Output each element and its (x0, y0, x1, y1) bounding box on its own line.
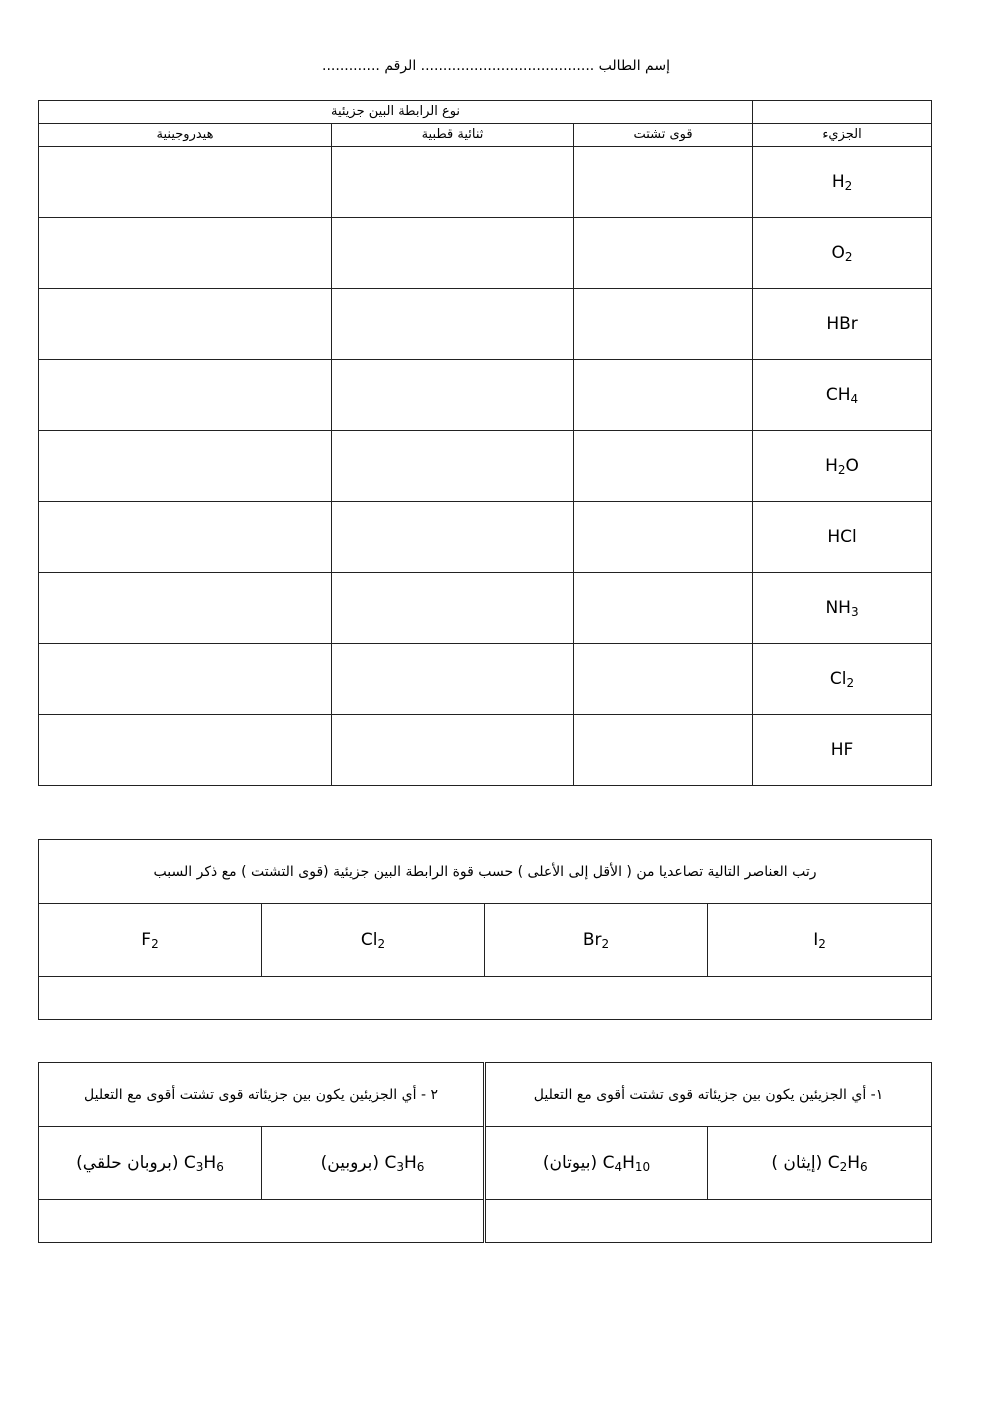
dispersion-cell[interactable] (574, 431, 753, 502)
hydrogen-cell[interactable] (39, 644, 332, 715)
molecule-row (39, 573, 932, 644)
col-molecule: الجزيء (753, 124, 932, 147)
dipole-cell[interactable] (332, 502, 574, 573)
option-ethane: ( إيثان) $C_2H_6$ (708, 1127, 932, 1200)
dipole-cell[interactable] (332, 573, 574, 644)
dispersion-cell[interactable] (574, 147, 753, 218)
group-header: نوع الرابطة البين جزيئية (39, 101, 753, 124)
molecule-cell: $CH_4$ (753, 360, 932, 431)
comparison-table (38, 1062, 932, 1243)
col-hydrogen: هيدروجينية (39, 124, 332, 147)
dipole-cell[interactable] (332, 715, 574, 786)
col-dispersion: قوى تشتت (574, 124, 753, 147)
question-2: ٢ - أي الجزيئين يكون بين جزيئاته قوى تشتت أقوى مع التعليل (39, 1063, 485, 1127)
dispersion-cell[interactable] (574, 644, 753, 715)
dispersion-cell[interactable] (574, 289, 753, 360)
dipole-cell[interactable] (332, 360, 574, 431)
dipole-cell[interactable] (332, 644, 574, 715)
ordering-question: رتب العناصر التالية تصاعديا من ( الأقل إلى الأعلى ) حسب قوة الرابطة البين جزيئية (قوى التشتت ) مع ذكر السبب (39, 840, 932, 904)
molecule-row (39, 644, 932, 715)
molecule-cell: $NH_3$ (753, 573, 932, 644)
molecule-cell: $O_2$ (753, 218, 932, 289)
item-i2: $I_2$ (708, 904, 932, 977)
molecule-cell: HCl (753, 502, 932, 573)
molecule-row (39, 360, 932, 431)
question-1: ١- أي الجزيئين يكون بين جزيئاته قوى تشتت أقوى مع التعليل (485, 1063, 932, 1127)
item-f2: $F_2$ (39, 904, 262, 977)
option-cyclopropane: (بروبان حلقي) $C_3H_6$ (39, 1127, 262, 1200)
hydrogen-cell[interactable] (39, 573, 332, 644)
dispersion-cell[interactable] (574, 360, 753, 431)
option-propene: (بروبين) $C_3H_6$ (262, 1127, 485, 1200)
molecule-row (39, 289, 932, 360)
molecule-row (39, 147, 932, 218)
option-butane: (بيوتان) $C_4H_{10}$ (485, 1127, 708, 1200)
molecule-cell: HF (753, 715, 932, 786)
dipole-cell[interactable] (332, 431, 574, 502)
molecule-row (39, 715, 932, 786)
molecule-cell: $Cl_2$ (753, 644, 932, 715)
molecule-row (39, 431, 932, 502)
dispersion-cell[interactable] (574, 218, 753, 289)
dipole-cell[interactable] (332, 147, 574, 218)
hydrogen-cell[interactable] (39, 218, 332, 289)
hydrogen-cell[interactable] (39, 502, 332, 573)
blank-header (753, 101, 932, 124)
dispersion-cell[interactable] (574, 715, 753, 786)
item-cl2: $Cl_2$ (262, 904, 485, 977)
hydrogen-cell[interactable] (39, 289, 332, 360)
ordering-table (38, 839, 932, 1020)
item-br2: $Br_2$ (485, 904, 708, 977)
hydrogen-cell[interactable] (39, 147, 332, 218)
dispersion-cell[interactable] (574, 573, 753, 644)
hydrogen-cell[interactable] (39, 431, 332, 502)
molecule-row (39, 502, 932, 573)
dipole-cell[interactable] (332, 289, 574, 360)
student-info-line: إسم الطالب ....................................... الرقم ............. (322, 58, 670, 74)
molecule-cell: $H_2O$ (753, 431, 932, 502)
dispersion-cell[interactable] (574, 502, 753, 573)
answer-1-field[interactable] (485, 1200, 932, 1243)
hydrogen-cell[interactable] (39, 360, 332, 431)
molecule-cell: $H_2$ (753, 147, 932, 218)
dipole-cell[interactable] (332, 218, 574, 289)
molecule-row (39, 218, 932, 289)
col-dipole: ثنائية قطبية (332, 124, 574, 147)
bond-type-table (38, 100, 932, 786)
answer-2-field[interactable] (39, 1200, 485, 1243)
hydrogen-cell[interactable] (39, 715, 332, 786)
ordering-answer-field[interactable] (39, 977, 932, 1020)
molecule-cell: HBr (753, 289, 932, 360)
